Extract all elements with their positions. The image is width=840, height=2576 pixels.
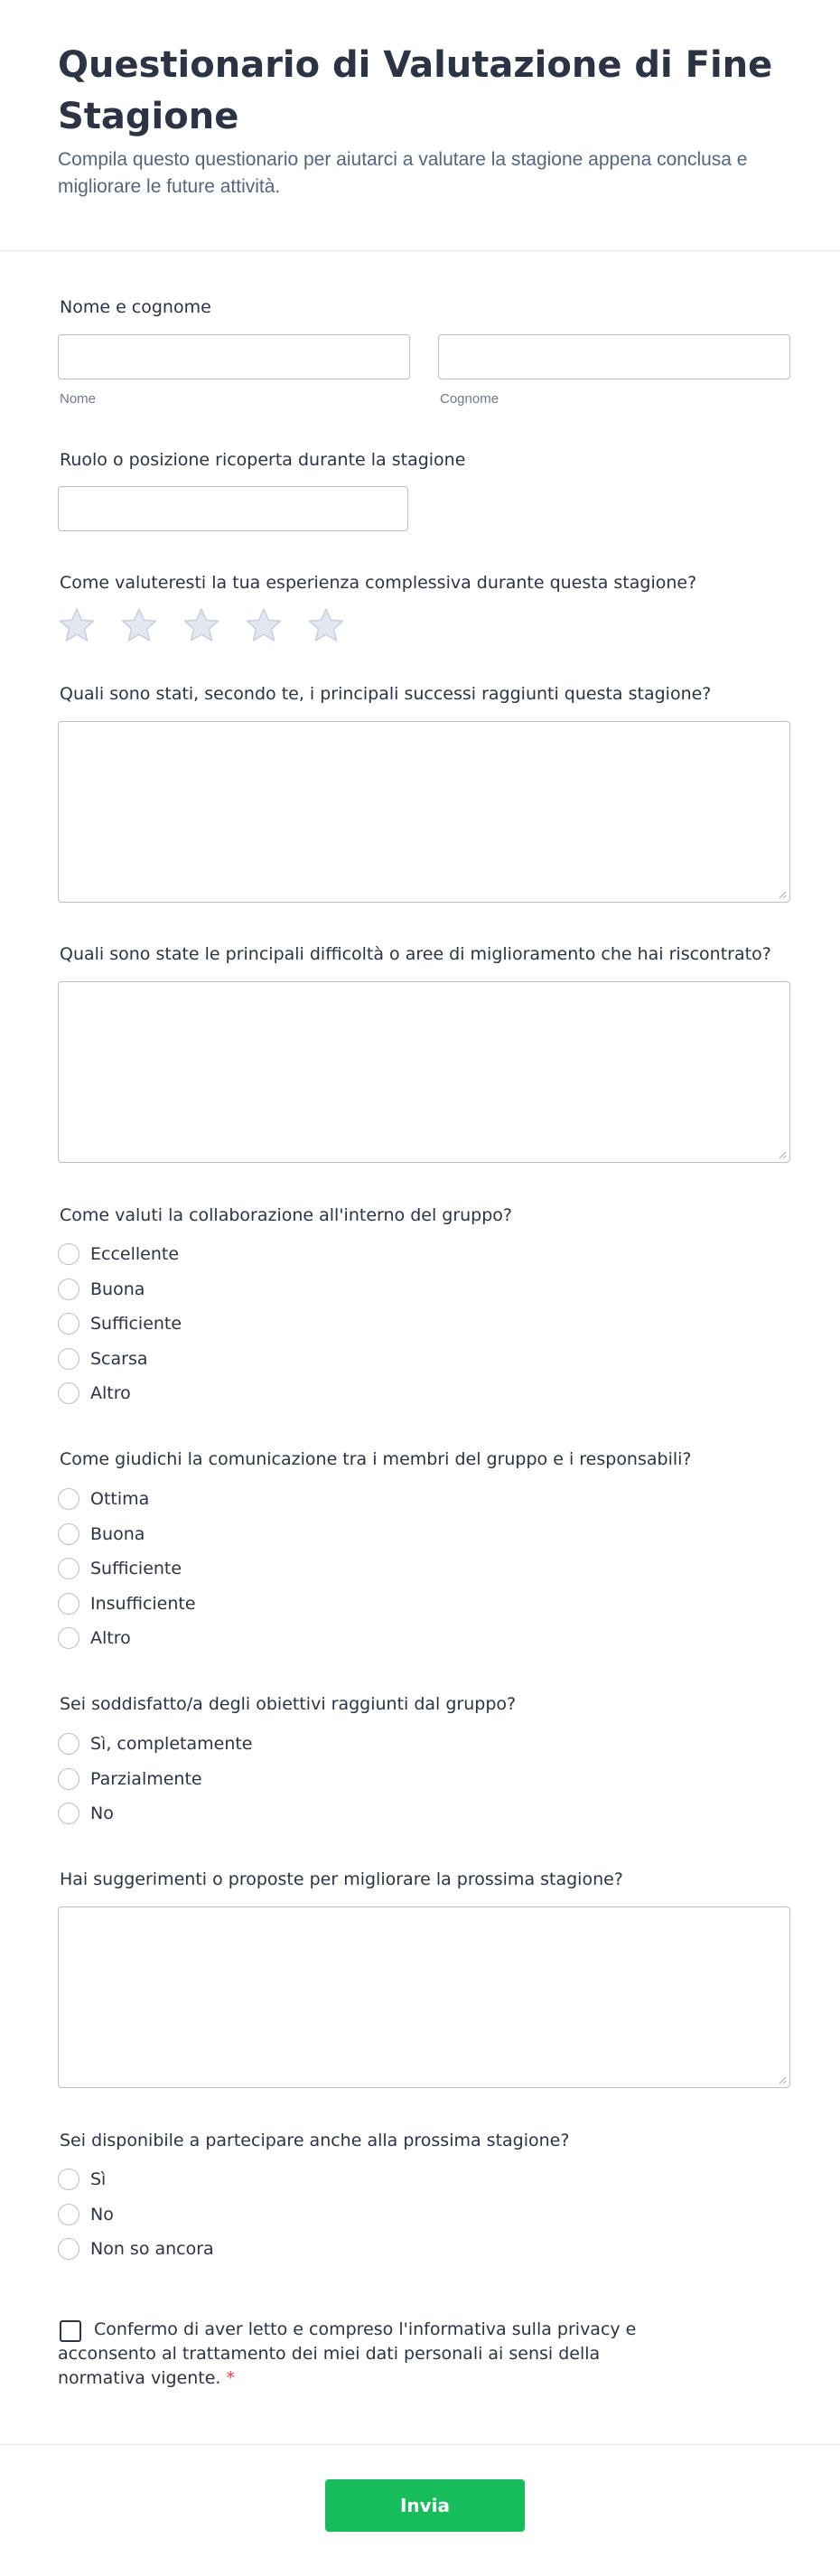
radio-option-label: Parzialmente [90, 1768, 202, 1789]
last-name-sublabel: Cognome [440, 391, 499, 407]
radio-option-label: Sì, completamente [90, 1734, 253, 1754]
rating-star-icon[interactable] [120, 606, 158, 644]
rating-label: Come valuteresti la tua esperienza complessiva durante questa stagione? [60, 573, 697, 593]
collaboration-option[interactable] [58, 1241, 179, 1267]
radio-option-label: No [90, 2204, 114, 2225]
radio-button[interactable] [58, 1593, 79, 1615]
last-name-input[interactable] [438, 334, 790, 379]
rating-star-icon[interactable] [307, 606, 345, 644]
submit-button[interactable]: Invia [325, 2479, 525, 2532]
radio-button[interactable] [58, 1523, 79, 1545]
radio-option-label: Sì [90, 2169, 107, 2189]
radio-option-label: Altro [90, 1628, 131, 1648]
objectives-option[interactable] [58, 1766, 202, 1792]
full-name-label: Nome e cognome [60, 297, 211, 317]
radio-button[interactable] [58, 1768, 79, 1790]
availability-option[interactable] [58, 2167, 106, 2192]
communication-option[interactable] [58, 1625, 131, 1651]
objectives-option[interactable] [58, 1731, 253, 1756]
radio-button[interactable] [58, 1382, 79, 1404]
radio-button[interactable] [58, 1733, 79, 1755]
communication-option[interactable] [58, 1522, 145, 1547]
radio-button[interactable] [58, 2238, 79, 2260]
role-input[interactable] [58, 486, 408, 531]
role-label: Ruolo o posizione ricoperta durante la stagione [60, 450, 466, 470]
difficulties-label: Quali sono state le principali difficoltà o aree di miglioramento che hai riscontrato? [60, 944, 771, 964]
radio-button[interactable] [58, 2204, 79, 2225]
communication-label: Come giudichi la comunicazione tra i membri del gruppo e i responsabili? [60, 1449, 692, 1469]
radio-option-label: Buona [90, 1279, 145, 1299]
suggestions-textarea[interactable] [58, 1906, 790, 2088]
resize-handle-icon[interactable] [778, 1150, 787, 1159]
radio-button[interactable] [58, 1348, 79, 1370]
difficulties-textarea[interactable] [58, 981, 790, 1163]
radio-option-label: Sufficiente [90, 1559, 182, 1578]
required-asterisk: * [226, 2368, 235, 2388]
radio-option-label: Eccellente [90, 1244, 180, 1264]
first-name-sublabel: Nome [60, 391, 97, 407]
radio-button[interactable] [58, 1558, 79, 1579]
radio-button[interactable] [58, 1488, 79, 1510]
first-name-input[interactable] [58, 334, 410, 379]
communication-option[interactable] [58, 1591, 196, 1616]
communication-option[interactable] [58, 1486, 149, 1512]
availability-label: Sei disponibile a partecipare anche alla prossima stagione? [60, 2131, 570, 2150]
collaboration-option[interactable] [58, 1277, 145, 1302]
radio-button[interactable] [58, 1279, 79, 1300]
rating-star-icon[interactable] [182, 606, 220, 644]
suggestions-label: Hai suggerimenti o proposte per migliorare la prossima stagione? [60, 1869, 623, 1889]
collaboration-option[interactable] [58, 1311, 182, 1336]
availability-option[interactable] [58, 2202, 114, 2227]
form-title: Questionario di Valutazione di Fine Stagione [58, 44, 773, 137]
header-divider [0, 250, 840, 251]
radio-option-label: Buona [90, 1523, 145, 1544]
radio-option-label: Non so ancora [90, 2239, 214, 2259]
radio-option-label: Ottima [90, 1489, 150, 1509]
collaboration-label: Come valuti la collaborazione all'interno del gruppo? [60, 1205, 513, 1225]
radio-button[interactable] [58, 1627, 79, 1649]
objectives-option[interactable] [58, 1801, 114, 1826]
radio-button[interactable] [58, 1243, 79, 1265]
rating-star-icon[interactable] [58, 606, 96, 644]
successes-label: Quali sono stati, secondo te, i principali successi raggiunti questa stagione? [60, 684, 712, 704]
collaboration-option[interactable] [58, 1381, 131, 1406]
communication-option[interactable] [58, 1556, 182, 1581]
availability-option[interactable] [58, 2236, 214, 2262]
collaboration-option[interactable] [58, 1346, 148, 1372]
successes-textarea[interactable] [58, 721, 790, 903]
footer-divider [0, 2444, 840, 2445]
form-subtitle: Compila questo questionario per aiutarci a valutare la stagione appena conclusa e migliorare le future attività. [58, 149, 748, 197]
radio-option-label: Scarsa [90, 1348, 148, 1369]
radio-option-label: Altro [90, 1383, 131, 1403]
objectives-label: Sei soddisfatto/a degli obiettivi raggiunti dal gruppo? [60, 1694, 517, 1714]
consent-text [58, 2318, 690, 2391]
resize-handle-icon[interactable] [778, 2075, 787, 2084]
radio-option-label: Insufficiente [90, 1593, 196, 1614]
radio-button[interactable] [58, 2169, 79, 2190]
rating-star-icon[interactable] [245, 606, 283, 644]
resize-handle-icon[interactable] [778, 890, 787, 899]
consent-text-body: Confermo di aver letto e compreso l'informativa sulla privacy e acconsento al trattamento dei miei dati personali ai sensi della normativa vigente. [58, 2319, 637, 2388]
radio-button[interactable] [58, 1803, 79, 1824]
radio-button[interactable] [58, 1313, 79, 1335]
radio-option-label: No [90, 1803, 114, 1823]
radio-option-label: Sufficiente [90, 1314, 182, 1334]
